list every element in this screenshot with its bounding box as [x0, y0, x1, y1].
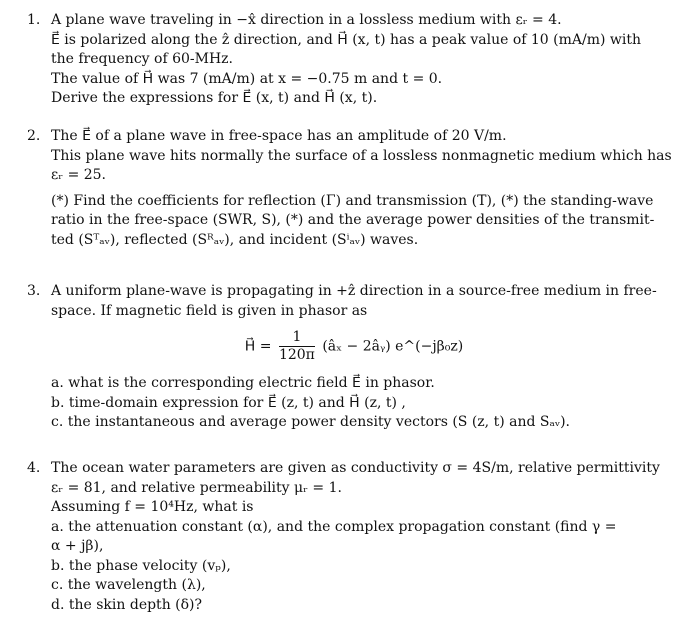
problem-3	[27, 282, 657, 433]
problem-1	[27, 11, 657, 109]
problem-number: 3.	[27, 283, 41, 299]
problem-line: space. If magnetic field is given in phasor as	[51, 302, 368, 319]
problem-line: This plane wave hits normally the surface of a lossless nonmagnetic medium which has	[51, 147, 672, 164]
problem-line: ratio in the free-space (SWR, S), (*) and the average power densities of the transmit-	[51, 212, 655, 228]
problem-line: The E⃗ of a plane wave in free-space has an amplitude of 20 V/m.	[51, 128, 507, 144]
problem-2	[27, 127, 672, 250]
sub-item: c. the wavelength (λ),	[51, 577, 206, 593]
problem-line: E⃗ is polarized along the ẑ direction, and H⃗ (x, t) has a peak value of 10 (mA/m) with	[51, 31, 641, 48]
problem-line: A uniform plane-wave is propagating in +ẑ direction in a source-free medium in free-	[51, 283, 657, 299]
problem-line: The ocean water parameters are given as conductivity σ = 4S/m, relative permittivity	[51, 460, 660, 476]
problem-line: A plane wave traveling in −x̂ direction in a lossless medium with εᵣ = 4.	[51, 12, 562, 28]
problem-number: 4.	[27, 460, 41, 476]
problem-4	[27, 459, 660, 615]
fraction-numerator: 1	[279, 329, 315, 347]
equation-lhs: H⃗ =	[244, 338, 272, 355]
sub-item: c. the instantaneous and average power density vectors (S (z, t) and Sₐᵥ).	[51, 414, 570, 430]
problem-line: The value of H⃗ was 7 (mA/m) at x = −0.75 m and t = 0.	[51, 70, 443, 87]
sub-item: b. time-domain expression for E⃗ (z, t) and H⃗ (z, t) ,	[51, 394, 406, 411]
problem-line: εᵣ = 81, and relative permeability μᵣ = 1.	[51, 479, 342, 496]
problem-line: εᵣ = 25.	[51, 167, 107, 183]
problem-line: (*) Find the coefficients for reflection (Γ) and transmission (T), (*) the standing-wave	[51, 192, 654, 209]
equation-rhs: (âₓ − 2âᵧ) e^(−jβ₀z)	[322, 338, 464, 355]
problem-line: the frequency of 60-MHz.	[51, 51, 233, 67]
sub-item: a. what is the corresponding electric field E⃗ in phasor.	[51, 375, 435, 391]
sub-item: α + jβ),	[51, 538, 104, 554]
problem-line: Derive the expressions for E⃗ (x, t) and H⃗ (x, t).	[51, 90, 378, 106]
equation	[51, 329, 657, 364]
problem-number: 2.	[27, 128, 41, 144]
problem-line: Assuming f = 10⁴Hz, what is	[51, 499, 254, 515]
fraction-denominator: 120π	[278, 347, 315, 363]
sub-item: d. the skin depth (δ)?	[51, 596, 203, 613]
fraction	[279, 329, 315, 364]
problem-line: ted (Sᵀₐᵥ), reflected (Sᴿₐᵥ), and incident (Sⁱₐᵥ) waves.	[51, 231, 419, 248]
sub-item: a. the attenuation constant (α), and the complex propagation constant (find γ =	[51, 518, 617, 535]
sub-item: b. the phase velocity (vₚ),	[51, 557, 231, 574]
problem-number: 1.	[27, 12, 41, 28]
